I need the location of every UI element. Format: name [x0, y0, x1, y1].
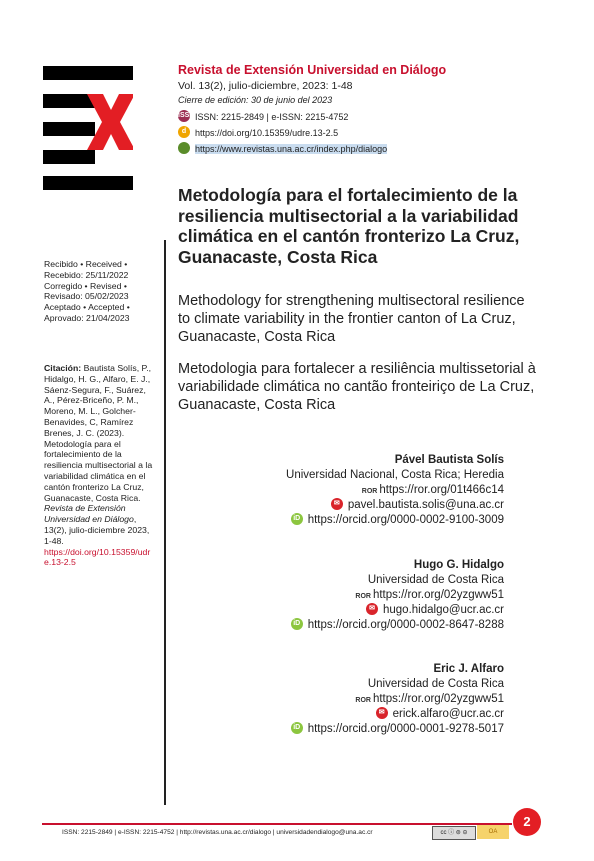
citation-block: [44, 363, 156, 568]
author-block: [291, 558, 504, 633]
email-link[interactable]: hugo.hidalgo@ucr.ac.cr: [383, 604, 504, 616]
author-name: Hugo G. Hidalgo: [413, 559, 504, 571]
citation-label: Citación:: [44, 363, 82, 373]
column-divider: [164, 240, 166, 805]
author-block: [286, 453, 504, 528]
issn-text: ISSN: 2215-2849 | e-ISSN: 2215-4752: [195, 112, 349, 122]
journal-logo: [43, 66, 133, 190]
email-link[interactable]: pavel.bautista.solis@una.ac.cr: [347, 499, 504, 511]
ror-icon: ROR: [361, 488, 378, 495]
date-line: Corregido • Revised •: [44, 280, 127, 291]
volume-info: Vol. 13(2), julio-diciembre, 2023: 1-48: [178, 80, 353, 92]
citation-tail: , 13(2), julio-diciembre 2023, 1-48.: [44, 514, 150, 546]
open-access-badge: OA: [477, 825, 509, 839]
orcid-link[interactable]: https://orcid.org/0000-0002-8647-8288: [307, 619, 504, 631]
citation-doi[interactable]: https://doi.org/10.15359/udre.13-2.5: [44, 546, 151, 568]
orcid-link[interactable]: https://orcid.org/0000-0001-9278-5017: [307, 723, 504, 735]
footer-rule: [42, 823, 512, 825]
orcid-icon: iD: [291, 722, 303, 734]
orcid-icon: iD: [291, 513, 303, 525]
title-english: Methodology for strengthening multisectoral resilience to climate variability in the frontier canton of La Cruz, Guanacaste, Costa Rica: [178, 293, 525, 345]
orcid-link[interactable]: https://orcid.org/0000-0002-9100-3009: [307, 514, 504, 526]
doi-icon: d: [178, 126, 190, 138]
email-icon: ✉: [376, 707, 388, 719]
ror-icon: ROR: [355, 593, 371, 600]
doi-link[interactable]: https://doi.org/10.15359/udre.13-2.5: [195, 128, 339, 138]
journal-title: Revista de Extensión Universidad en Diálogo: [178, 63, 447, 77]
date-line: Recebido: 25/11/2022: [44, 269, 129, 280]
email-link[interactable]: erick.alfaro@ucr.ac.cr: [392, 708, 504, 720]
date-line: Recibido • Received •: [44, 259, 128, 269]
author-name: Eric J. Alfaro: [433, 663, 504, 675]
date-line: Revisado: 05/02/2023: [44, 291, 129, 302]
citation-text: Bautista Solís, P., Hidalgo, H. G., Alfaro, E. J., Sáenz-Segura, F., Suárez, A., Pérez-Briceño, P. M., Moreno, M. L., Golcher-Benavides, C, Ramírez Brenes, J. C. (2023). Metodología para el fortalecimiento de la resiliencia multisectorial a la variabilidad climática en el cantón fronterizo La Cruz, Guanacaste, Costa Rica.: [44, 363, 153, 503]
email-icon: ✉: [331, 498, 343, 510]
orcid-icon: iD: [291, 618, 303, 630]
issn-icon: ISSN: [178, 110, 190, 122]
ror-icon: ROR: [355, 697, 371, 704]
footer-text: ISSN: 2215-2849 | e-ISSN: 2215-4752 | http://revistas.una.ac.cr/dialogo | universidadendialogo@una.ac.cr: [62, 829, 373, 836]
author-affiliation: Universidad de Costa Rica: [367, 678, 504, 690]
email-icon: ✉: [366, 603, 378, 615]
title-spanish: Metodología para el fortalecimiento de la resiliencia multisectorial a la variabilidad climática en el cantón fronterizo La Cruz, Guanacaste, Costa Rica: [178, 185, 520, 267]
issn-line: [178, 110, 348, 122]
author-block: [291, 662, 504, 737]
citation-journal: Revista de Extensión Universidad en Diálogo: [44, 503, 134, 525]
cc-license-badge[interactable]: cc ⓘ ⊜ ⊝: [432, 826, 476, 840]
title-portuguese: Metodologia para fortalecer a resiliência multissetorial à variabilidade climática no cantão fronteiriço de La Cruz, Guanacaste, Costa Rica: [178, 361, 536, 413]
website-line: [178, 142, 387, 154]
ror-link[interactable]: https://ror.org/01t466c14: [379, 484, 504, 496]
ror-link[interactable]: https://ror.org/02yzgww51: [372, 693, 504, 705]
globe-icon: [178, 142, 190, 154]
author-affiliation: Universidad Nacional, Costa Rica; Heredia: [286, 469, 504, 481]
author-affiliation: Universidad de Costa Rica: [367, 574, 504, 586]
dates-block: [44, 259, 156, 324]
date-line: Aprovado: 21/04/2023: [44, 312, 130, 323]
ror-link[interactable]: https://ror.org/02yzgww51: [372, 589, 504, 601]
author-name: Pável Bautista Solís: [394, 454, 504, 466]
website-link[interactable]: https://www.revistas.una.ac.cr/index.php/dialogo: [195, 144, 388, 154]
doi-line: [178, 126, 338, 138]
date-line: Aceptado • Accepted •: [44, 302, 130, 313]
closing-date: Cierre de edición: 30 de junio del 2023: [178, 95, 333, 105]
page-number: 2: [513, 808, 541, 836]
